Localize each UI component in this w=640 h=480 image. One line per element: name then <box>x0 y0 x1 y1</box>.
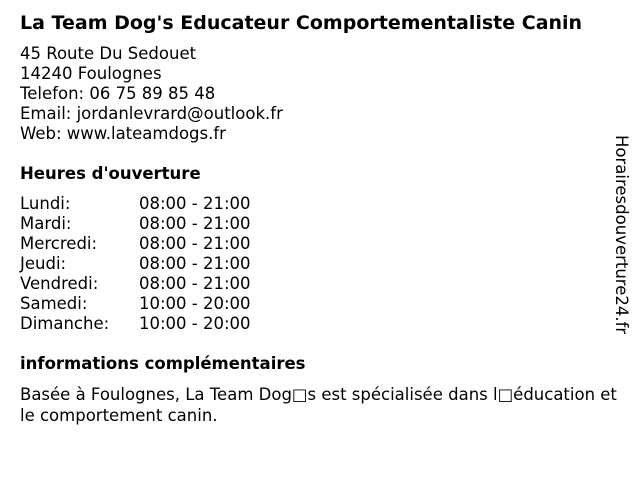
hours-time: 08:00 - 21:00 <box>139 274 251 293</box>
hours-day: Mercredi: <box>20 234 98 253</box>
email-line: Email: jordanlevrard@outlook.fr <box>20 104 283 123</box>
address-line-street: 45 Route Du Sedouet <box>20 44 197 63</box>
site-watermark: Horairesdouverture24.fr <box>612 135 631 335</box>
hours-day: Jeudi: <box>20 254 67 273</box>
hours-time: 08:00 - 21:00 <box>139 254 251 273</box>
additional-info-heading: informations complémentaires <box>20 354 306 373</box>
hours-row-monday <box>20 194 279 214</box>
contact-block <box>20 44 283 144</box>
hours-row-sunday <box>20 314 279 334</box>
phone-line: Telefon: 06 75 89 85 48 <box>20 84 216 103</box>
hours-row-tuesday <box>20 214 279 234</box>
hours-day: Mardi: <box>20 214 72 233</box>
hours-row-friday <box>20 274 279 294</box>
hours-time: 08:00 - 21:00 <box>139 214 251 233</box>
hours-time: 10:00 - 20:00 <box>139 294 251 313</box>
opening-hours-table <box>20 194 279 334</box>
opening-hours-heading: Heures d'ouverture <box>20 164 201 183</box>
additional-info-text: Basée à Foulognes, La Team Dog□s est spécialisée dans l□éducation et le comportement canin. <box>20 385 617 425</box>
hours-day: Dimanche: <box>20 314 110 333</box>
web-line: Web: www.lateamdogs.fr <box>20 124 226 143</box>
hours-time: 10:00 - 20:00 <box>139 314 251 333</box>
hours-day: Vendredi: <box>20 274 99 293</box>
hours-row-wednesday <box>20 234 279 254</box>
hours-day: Samedi: <box>20 294 88 313</box>
hours-row-saturday <box>20 294 279 314</box>
address-line-city: 14240 Foulognes <box>20 64 162 83</box>
hours-time: 08:00 - 21:00 <box>139 234 251 253</box>
hours-row-thursday <box>20 254 279 274</box>
hours-day: Lundi: <box>20 194 71 213</box>
hours-time: 08:00 - 21:00 <box>139 194 251 213</box>
business-name: La Team Dog's Educateur Comportementaliste Canin <box>20 12 583 34</box>
